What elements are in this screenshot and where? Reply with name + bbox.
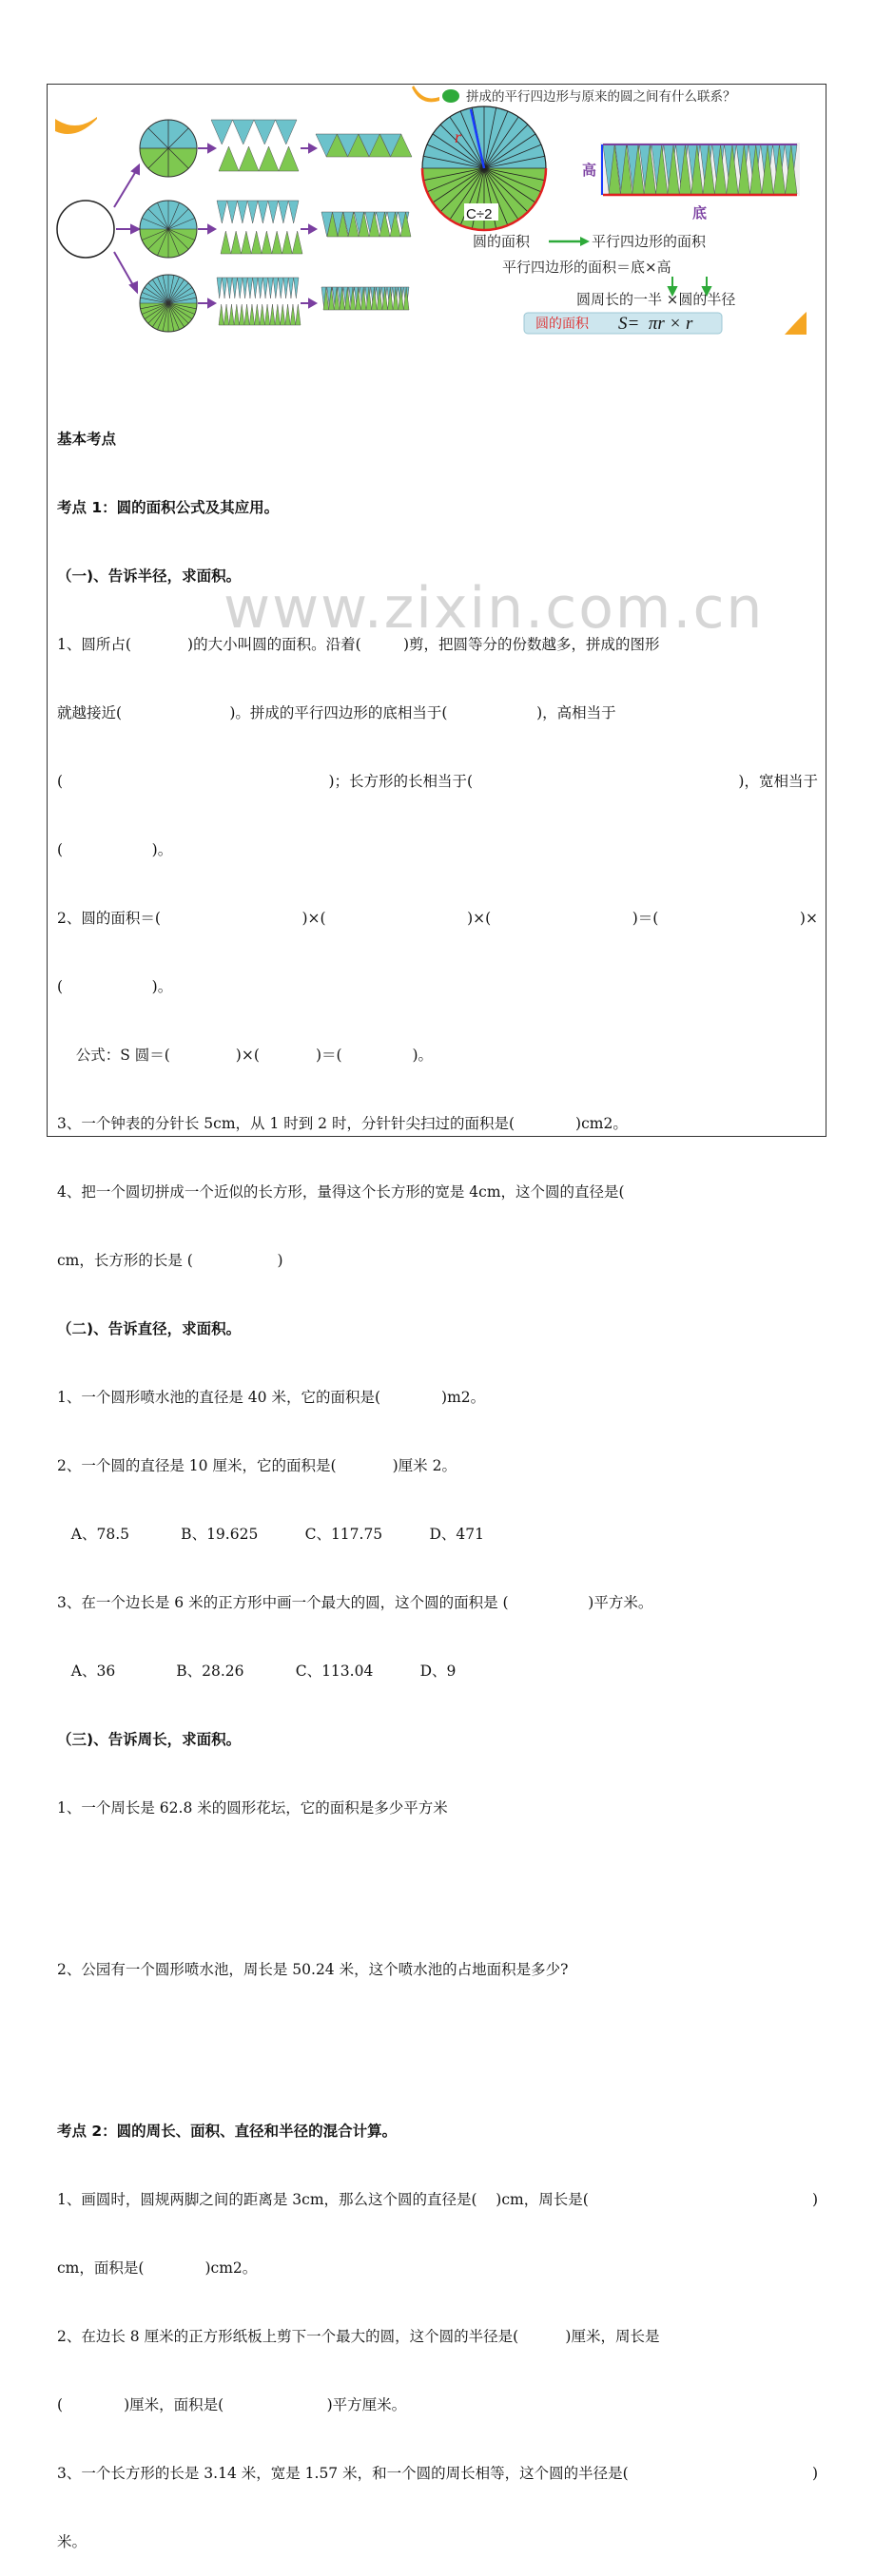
choice-line: A、36 B、28.26 C、113.04 D、9	[57, 1663, 457, 1680]
sliced-circle-32	[140, 275, 197, 332]
relation-halfcircumference: 圆周长的一半 ×圆的半径	[576, 291, 736, 308]
question-line: ( )。	[57, 841, 173, 858]
orange-corner-decoration	[412, 86, 439, 102]
choice-line: A、78.5 B、19.625 C、117.75 D、471	[57, 1526, 484, 1543]
orange-corner-decoration	[785, 312, 807, 335]
question-line: 4、把一个圆切拼成一个近似的长方形，量得这个长方形的宽是 4cm，这个圆的直径是(	[57, 1183, 625, 1201]
label-height: 高	[582, 162, 597, 179]
worksheet-text	[57, 382, 818, 2576]
question-line: 米。	[57, 2533, 88, 2550]
circle-area-figure	[0, 0, 875, 361]
sliced-circle-8	[140, 120, 197, 177]
question-line: 1、一个周长是 62.8 米的圆形花坛，它的面积是多少平方米	[57, 1799, 448, 1817]
empty-circle	[57, 201, 114, 258]
label-base: 底	[692, 204, 708, 221]
parallelogram-strip	[600, 143, 800, 196]
green-bullet-icon	[442, 89, 459, 103]
question-line: 2、一个圆的直径是 10 厘米，它的面积是( )厘米 2。	[57, 1457, 457, 1474]
relation-formula: 平行四边形的面积＝底×高	[502, 259, 671, 276]
question-line: 2、在边长 8 厘米的正方形纸板上剪下一个最大的圆，这个圆的半径是( )厘米，周长是	[57, 2328, 660, 2345]
subheading-radius: （一)、告诉半径，求面积。	[57, 567, 242, 585]
heading-point-1: 考点 1：圆的面积公式及其应用。	[57, 499, 280, 516]
subheading-diameter: （二)、告诉直径，求面积。	[57, 1320, 242, 1337]
heading-point-2: 考点 2：圆的周长、面积、直径和半径的混合计算。	[57, 2123, 398, 2140]
question-line: ( )；长方形的长相当于( )，宽相当于	[57, 773, 818, 790]
question-line: 1、画圆时，圆规两脚之间的距离是 3cm，那么这个圆的直径是( )cm，周长是( )	[57, 2191, 818, 2208]
formula-line: 公式：S 圆＝( )×( )＝( )。	[57, 1047, 434, 1064]
question-line: cm，面积是( )cm2。	[57, 2259, 258, 2277]
label-r: r	[455, 127, 462, 146]
question-line: 3、一个长方形的长是 3.14 米，宽是 1.57 米，和一个圆的周长相等，这个圆的半径是( )	[57, 2465, 818, 2482]
figure-question: 拼成的平行四边形与原来的圆之间有什么联系？	[466, 89, 736, 105]
sliced-circle-16	[140, 201, 197, 258]
heading-basic: 基本考点	[57, 431, 117, 448]
question-line: ( )厘米，面积是( )平方厘米。	[57, 2396, 407, 2413]
question-line: 2、圆的面积＝( )×( )×( )＝( )×	[57, 910, 818, 927]
label-c-half: C÷2	[466, 206, 493, 222]
watermark: www.zixin.com.cn	[224, 575, 765, 642]
subheading-circumference: （三)、告诉周长，求面积。	[57, 1731, 242, 1748]
question-line: 1、一个圆形喷水池的直径是 40 米，它的面积是( )m2。	[57, 1389, 486, 1406]
question-line: ( )。	[57, 978, 173, 995]
question-line: cm，长方形的长是 ( )	[57, 1252, 283, 1269]
green-arrow-icon	[549, 237, 590, 246]
question-line: 2、公园有一个圆形喷水池，周长是 50.24 米，这个喷水池的占地面积是多少?	[57, 1961, 569, 1978]
question-line: 就越接近( )。拼成的平行四边形的底相当于( )，高相当于	[57, 704, 616, 721]
question-line: 3、在一个边长是 6 米的正方形中画一个最大的圆，这个圆的面积是 ( )平方米。	[57, 1594, 653, 1611]
relation-parallelogram-area: 平行四边形的面积	[592, 233, 707, 250]
question-line: 1、圆所占( )的大小叫圆的面积。沿着( )剪，把圆等分的份数越多，拼成的图形	[57, 636, 660, 653]
question-line: 3、一个钟表的分针长 5cm，从 1 时到 2 时，分针针尖扫过的面积是( )cm2。	[57, 1115, 628, 1132]
orange-corner-decoration	[55, 117, 97, 134]
formula-math: S= πr × r	[618, 314, 693, 334]
formula-label: 圆的面积	[535, 317, 589, 332]
relation-circle-area: 圆的面积	[473, 233, 531, 250]
